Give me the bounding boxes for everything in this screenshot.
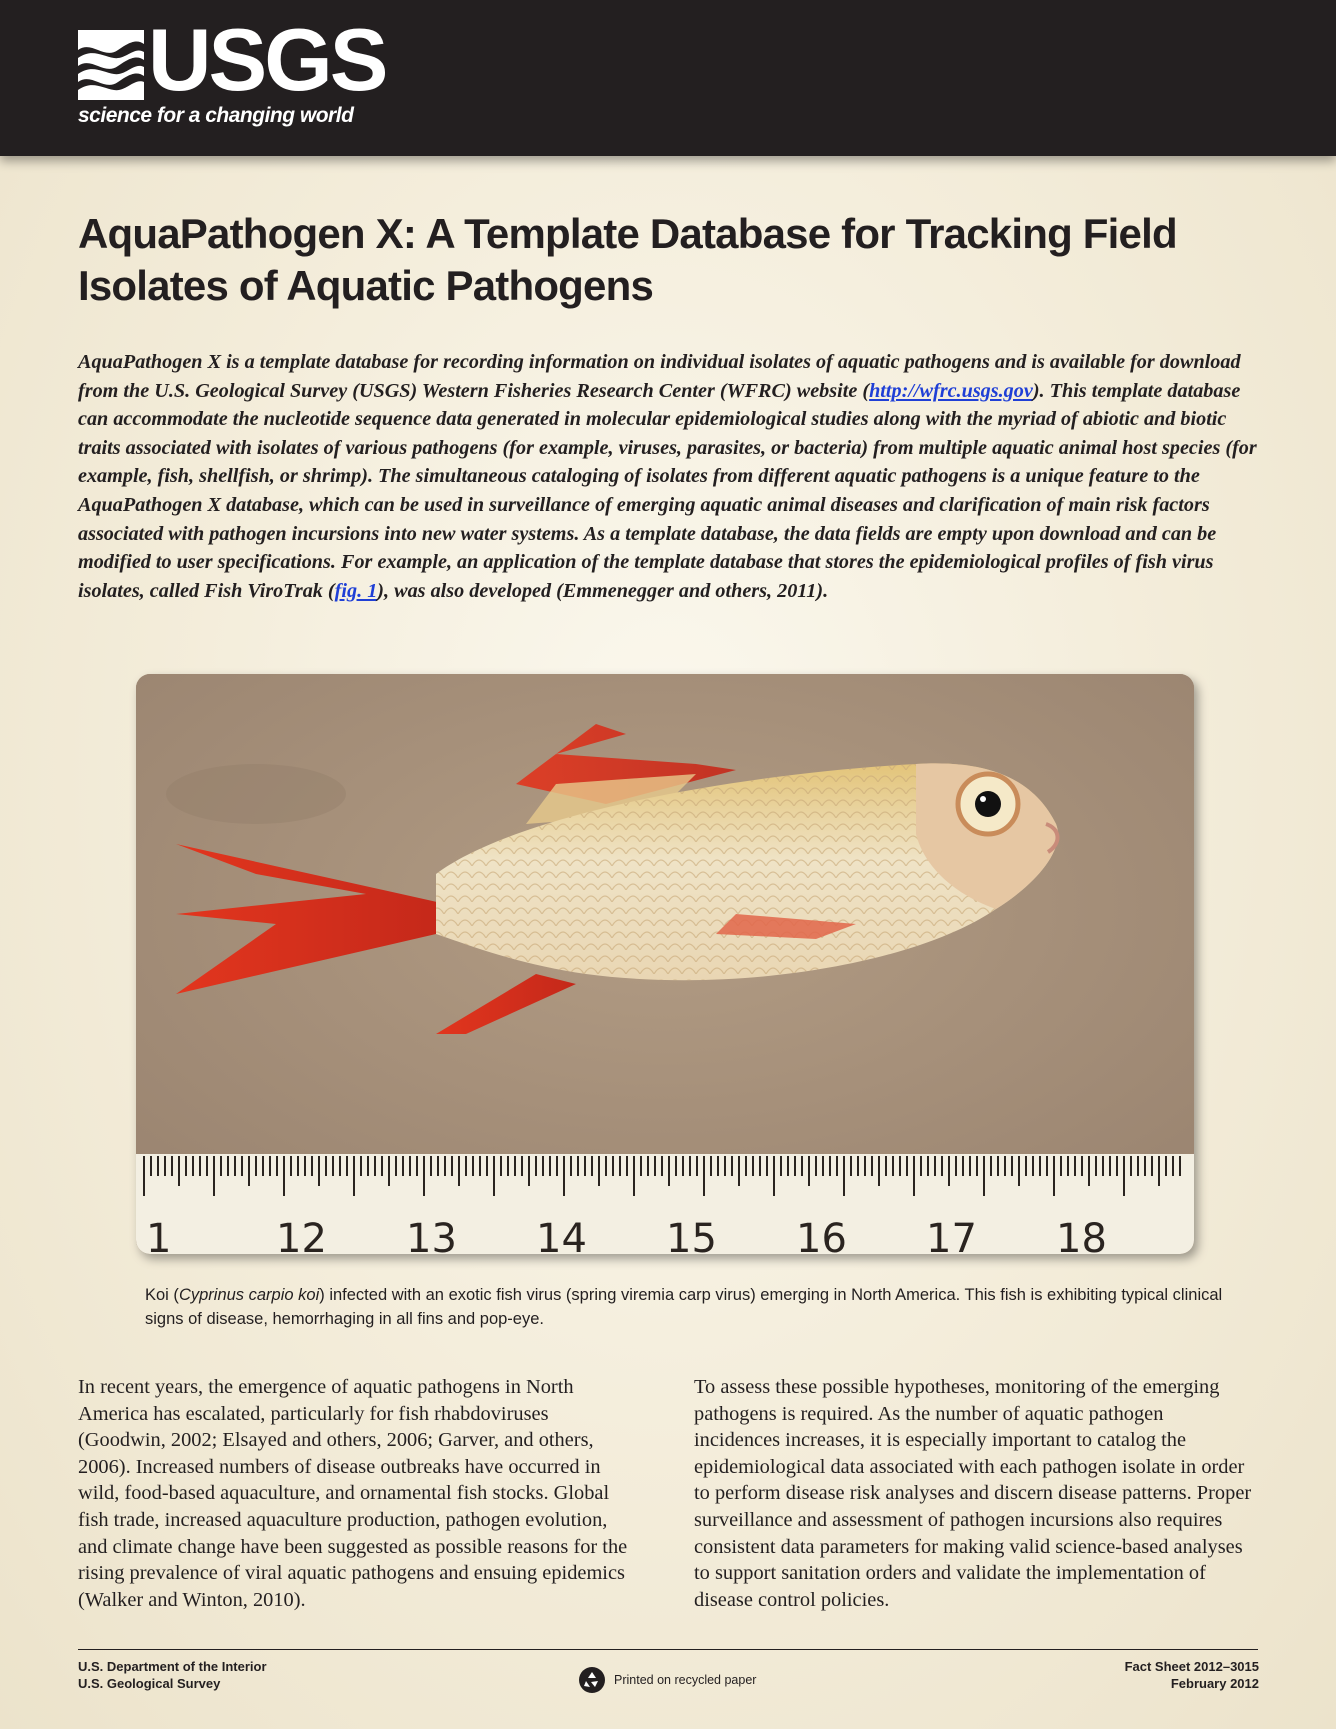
ruler-number: 18 — [1056, 1216, 1107, 1254]
ruler-number: 16 — [796, 1216, 847, 1254]
figure-1-link[interactable]: fig. 1 — [334, 579, 378, 602]
usgs-tagline: science for a changing world — [78, 104, 354, 127]
fact-sheet-number: Fact Sheet 2012–3015 — [1124, 1659, 1259, 1674]
usgs-wordmark: USGS — [148, 10, 386, 109]
title-line-1: AquaPathogen X: A Template Database for Tracking Field — [78, 210, 1177, 257]
footer-department: U.S. Department of the Interior — [78, 1659, 267, 1674]
usgs-logo[interactable] — [78, 10, 386, 132]
abstract-text-2: ). This template database can accommodate the nucleotide sequence data generated in molecular epidemiological studies along with the myriad of abiotic and biotic traits associated with isolates of various pathogens (for example, viruses, parasites, or bacteria) from multiple aquatic animal host species (for example, fish, shellfish, or shrimp). The simultaneous cataloging of isolates from different aquatic pathogens is a unique feature to the AquaPathogen X database, which can be used in surveillance of emerging aquatic animal diseases and clarification of main risk factors associated with pathogen incursions into new water systems. As a template database, the data fields are empty upon download and can be modified to user specifications. For example, an application of the template database that stores the epidemiological profiles of fish virus isolates, called Fish ViroTrak ( — [78, 379, 1257, 602]
ruler-number: 14 — [536, 1216, 587, 1254]
ruler-number: 1 — [146, 1216, 172, 1254]
page-title — [78, 208, 1258, 312]
footer-divider — [78, 1649, 1258, 1650]
abstract-paragraph — [78, 348, 1268, 605]
body-column-left: In recent years, the emergence of aquatic pathogens in North America has escalated, particularly for fish rhabdoviruses (Goodwin, 2002; Elsayed and others, 2006; Garver, and others, 2006). Increased numbers of disease outbreaks have occurred in wild, food-based aquaculture, and ornamental fish stocks. Global fish trade, increased aquaculture production, pathogen evolution, and climate change have been suggested as possible reasons for the rising prevalence of viral aquatic pathogens and ensuing epidemics (Walker and Winton, 2010). — [78, 1376, 628, 1611]
caption-text: ) infected with an exotic fish virus (spring viremia carp virus) emerging in North America. This fish is exhibiting typical clinical signs of disease, hemorrhaging in all fins and pop-eye. — [145, 1286, 1223, 1328]
footer-recycled — [578, 1666, 756, 1694]
abstract-text-1: AquaPathogen X is a template database for recording information on individual isolates of aquatic pathogens and is available for download from the U.S. Geological Survey (USGS) Western Fisheries Research Center (WFRC) website ( — [78, 351, 1241, 402]
photo-caption — [145, 1283, 1225, 1331]
title-line-2: Isolates of Aquatic Pathogens — [78, 262, 654, 309]
publication-date: February 2012 — [1170, 1676, 1259, 1691]
wfrc-website-link[interactable]: http://wfrc.usgs.gov — [869, 379, 1033, 402]
abstract-text-3: ), was also developed (Emmenegger and others, 2011). — [377, 579, 829, 602]
ruler-number: 13 — [406, 1216, 457, 1254]
usgs-wave-logo-icon — [78, 30, 144, 100]
header-bar — [0, 0, 1336, 156]
caption-species: Cyprinus carpio koi — [178, 1286, 320, 1304]
recycled-paper-text: Printed on recycled paper — [614, 1673, 757, 1687]
recycle-icon — [578, 1666, 606, 1694]
koi-photo-illustration — [136, 674, 1194, 1254]
footer-agency — [78, 1658, 267, 1692]
ruler-number: 15 — [666, 1216, 717, 1254]
footer-survey: U.S. Geological Survey — [78, 1676, 221, 1691]
ruler-number: 12 — [276, 1216, 327, 1254]
footer-publication — [1125, 1658, 1259, 1692]
ruler-number: 17 — [926, 1216, 977, 1254]
ruler — [136, 1154, 1194, 1254]
body-column-right: To assess these possible hypotheses, monitoring of the emerging pathogens is required. As the number of aquatic pathogen incidences increases, it is especially important to catalog the epidemiological data associated with each pathogen isolate in order to perform disease risk analyses and discern disease patterns. Proper surveillance and assessment of pathogen incursions also requires consistent data parameters for making valid science-based analyses to support sanitation orders and validate the implementation of disease control policies. — [694, 1376, 1252, 1611]
koi-photo — [136, 674, 1194, 1254]
caption-prefix: Koi ( — [145, 1286, 179, 1304]
